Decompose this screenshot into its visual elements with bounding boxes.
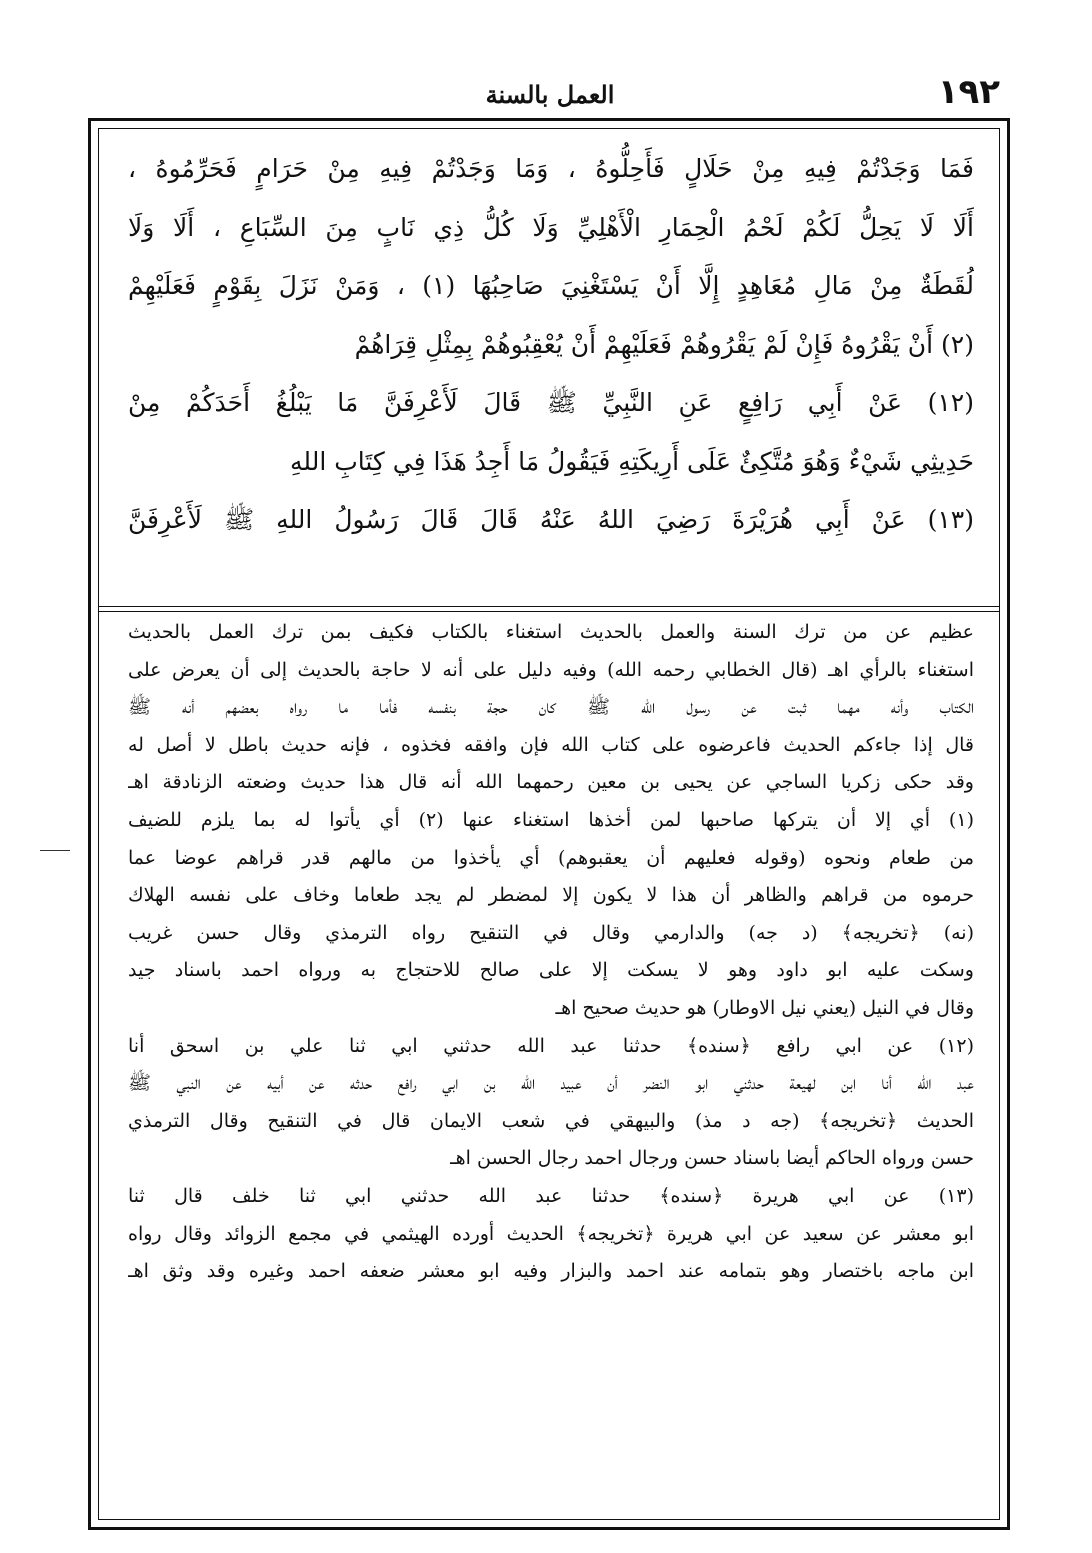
page-header (100, 72, 1000, 122)
commentary-line: ابن ماجه باختصار وهو بتمامه عند احمد والبزار وفيه ابو معشر ضعفه احمد وغيره وقد وثق اهـ (128, 1260, 974, 1283)
commentary-line: قال إذا جاءكم الحديث فاعرضوه على كتاب الله فإن وافقه فخذوه ، فإنه حديث باطل لا أصل له (128, 733, 974, 756)
hadith-text-section (128, 140, 974, 550)
commentary-section (128, 614, 974, 1291)
hadith-line: (٢) أَنْ يَقْرُوهُ فَإِنْ لَمْ يَقْرُوهُمْ فَعَلَيْهِمْ أَنْ يُعْقِبُوهُمْ بِمِثْلِ قِرَاهُمْ (354, 329, 974, 359)
commentary-line: (١٢) عن ابي رافع ﴿سنده﴾ حدثنا عبد الله حدثني ابي ثنا علي بن اسحق أنا (128, 1034, 974, 1057)
commentary-line: وقد حكى زكريا الساجي عن يحيى بن معين رحمهما الله أنه قال هذا حديث وضعته الزنادقة اهـ (128, 771, 974, 794)
hadith-line: لُقَطَةٌ مِنْ مَالِ مُعَاهِدٍ إِلَّا أَنْ يَسْتَغْنِيَ صَاحِبُهَا (١) ، وَمَنْ نَزَلَ بِقَوْمٍ فَعَلَيْهِمْ (128, 271, 974, 300)
page-number: ١٩٢ (937, 72, 1000, 112)
commentary-line: حرموه من قراهم والظاهر أن هذا لا يكون إلا لمضطر لم يجد طعاما وخاف على نفسه الهلاك (128, 884, 974, 907)
hadith-line: (١٢) عَنْ أَبِي رَافِعٍ عَنِ النَّبِيِّ ﷺ قَالَ لَأَعْرِفَنَّ مَا يَبْلُغُ أَحَدَكُمْ مِنْ (128, 388, 974, 417)
hadith-line: فَمَا وَجَدْتُمْ فِيهِ مِنْ حَلَالٍ فَأَحِلُّوهُ ، وَمَا وَجَدْتُمْ فِيهِ مِنْ حَرَامٍ فَحَرِّمُوهُ ، (128, 154, 974, 183)
commentary-line: عظيم عن من ترك السنة والعمل بالحديث استغناء بالكتاب فكيف بمن ترك العمل بالحديث (128, 621, 974, 643)
commentary-line: من طعام ونحوه (وقوله فعليهم أن يعقبوهم) أي يأخذوا من مالهم قدر قراهم عوضا عما (128, 846, 974, 869)
commentary-line: عبد الله أنا ابن لهيعة حدثني ابو النضر أن عبيد الله بن ابي رافع حدثه عن أبيه عن النبي ﷺ (128, 1072, 974, 1095)
running-title: العمل بالسنة (485, 80, 615, 109)
commentary-line: الكتاب وأنه مهما ثبت عن رسول الله ﷺ كان حجة بنفسه فأما ما رواه بعضهم أنه ﷺ (128, 696, 974, 719)
commentary-line: الحديث ﴿تخريجه﴾ (جه د مذ) والبيهقي في شعب الايمان قال في التنقيح وقال الترمذي (128, 1109, 974, 1132)
commentary-line: حسن ورواه الحاكم أيضا باسناد حسن ورجال احمد رجال الحسن اهـ (450, 1147, 974, 1170)
commentary-line: وسكت عليه ابو داود وهو لا يسكت إلا على صالح للاحتجاج به ورواه احمد باسناد جيد (128, 959, 974, 982)
commentary-line: (١) أي إلا أن يتركها صاحبها لمن أخذها استغناء عنها (٢) أي يأتوا له بما يلزم للضيف (128, 808, 974, 831)
commentary-line: (نه) ﴿تخريجه﴾ (د جه) والدارمي وقال في التنقيح رواه الترمذي وقال حسن غريب (128, 921, 974, 944)
section-divider (98, 606, 1000, 612)
commentary-line: ابو معشر عن سعيد عن ابي هريرة ﴿تخريجه﴾ الحديث أورده الهيثمي في مجمع الزوائد وقال رواه (128, 1222, 974, 1245)
margin-mark (40, 850, 70, 851)
hadith-line: حَدِيثِي شَيْءٌ وَهُوَ مُتَّكِئٌ عَلَى أَرِيكَتِهِ فَيَقُولُ مَا أَجِدُ هَذَا فِي كِتَابِ اللهِ (290, 446, 974, 476)
hadith-line: أَلَا لَا يَحِلُّ لَكُمْ لَحْمُ الْحِمَارِ الْأَهْلِيِّ وَلَا كُلُّ ذِي نَابٍ مِنَ السِّبَاعِ ، أَلَا وَلَا (128, 212, 974, 242)
hadith-line: (١٣) عَنْ أَبِي هُرَيْرَةَ رَضِيَ اللهُ عَنْهُ قَالَ قَالَ رَسُولُ اللهِ ﷺ لَأَعْرِفَنَّ (128, 505, 974, 534)
commentary-line: وقال في النيل (يعني نيل الاوطار) هو حديث صحيح اهـ (555, 996, 974, 1019)
commentary-line: (١٣) عن ابي هريرة ﴿سنده﴾ حدثنا عبد الله حدثني ابي ثنا خلف قال ثنا (128, 1184, 974, 1207)
commentary-line: استغناء بالرأي اهـ (قال الخطابي رحمه الله) وفيه دليل على أنه لا حاجة بالحديث إلى أن يعرض على (128, 658, 974, 681)
